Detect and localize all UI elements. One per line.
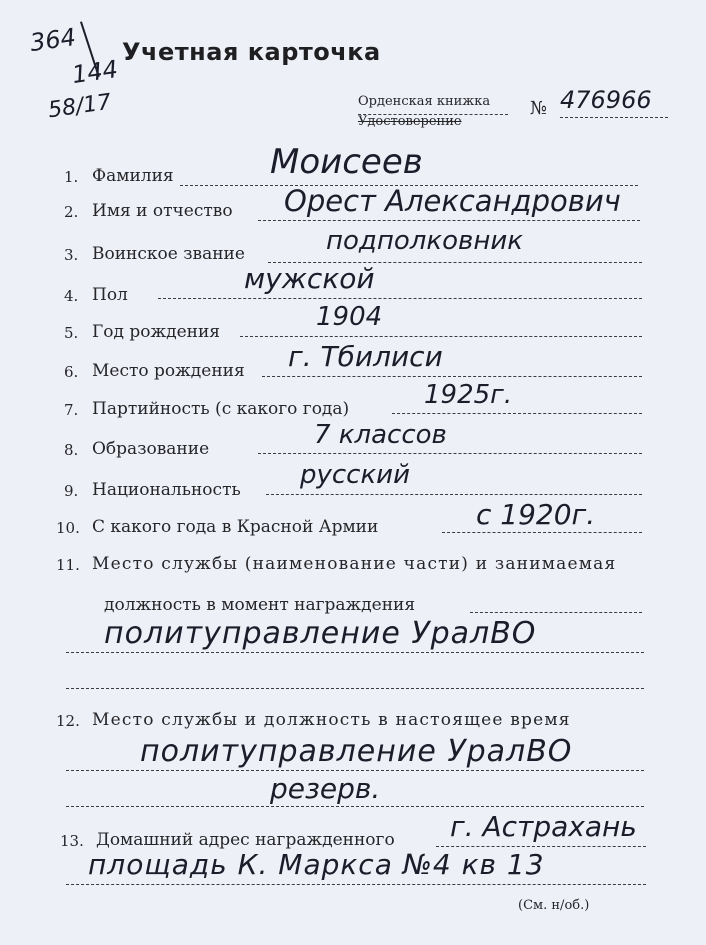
field-2-value: Орест Александрович (284, 184, 621, 218)
field-9-value: русский (300, 460, 410, 490)
field-7-number: 7. (64, 401, 79, 419)
field-6-label: Место рождения (92, 361, 245, 381)
field-6-line (262, 376, 642, 377)
field-13-label: Домашний адрес награжденного (96, 830, 395, 850)
field-5-value: 1904 (316, 302, 383, 332)
doc-number-value: 476966 (560, 86, 652, 114)
doc-number-line (560, 117, 668, 118)
field-8-label: Образование (92, 439, 210, 459)
field-1-number: 1. (64, 168, 79, 186)
field-4-label: Пол (92, 285, 128, 305)
field-3-value: подполковник (326, 226, 523, 256)
corner-note-1: 364 (28, 22, 78, 58)
field-11-line-c (66, 688, 644, 689)
field-11-label-line1: Место службы (наименование части) и занимаемая (92, 554, 617, 574)
field-13-line-a (436, 846, 646, 847)
field-5-label: Год рождения (92, 322, 221, 342)
field-13-line-b (66, 884, 646, 885)
field-12-label: Место службы и должность в настоящее время (92, 710, 571, 730)
field-6-value: г. Тбилиси (288, 340, 443, 373)
doc-type-certificate: Удостоверение (358, 114, 462, 129)
field-13-value-line1: г. Астрахань (450, 810, 637, 843)
field-12-number: 12. (56, 712, 80, 730)
corner-note-2: 144 (70, 54, 120, 90)
field-8-number: 8. (64, 441, 79, 459)
field-2-line (258, 220, 640, 221)
field-12-line-b (66, 806, 644, 807)
doc-type-order-book: Орденская книжка (358, 94, 491, 109)
field-1-label: Фамилия (92, 166, 174, 186)
corner-note-3: 58/17 (46, 89, 113, 124)
field-2-number: 2. (64, 203, 79, 221)
field-1-value: Моисеев (270, 142, 423, 182)
field-7-line (392, 413, 642, 414)
field-4-line (158, 298, 642, 299)
field-10-label: С какого года в Красной Армии (92, 517, 379, 537)
field-10-number: 10. (56, 519, 80, 537)
field-9-label: Национальность (92, 480, 241, 500)
field-12-value-line2: резерв. (270, 772, 381, 805)
field-7-label: Партийность (с какого года) (92, 399, 350, 419)
field-12-value-line1: политуправление УралВО (140, 734, 573, 769)
field-9-line (266, 494, 642, 495)
field-8-line (258, 453, 642, 454)
field-8-value: 7 классов (314, 420, 447, 450)
field-9-number: 9. (64, 482, 79, 500)
field-13-value-line2: площадь К. Маркса №4 кв 13 (88, 848, 545, 881)
field-4-number: 4. (64, 287, 79, 305)
field-10-line (442, 532, 642, 533)
field-11-value: политуправление УралВО (104, 616, 537, 651)
field-3-number: 3. (64, 246, 79, 264)
field-2-label: Имя и отчество (92, 201, 233, 221)
field-11-line-b (66, 652, 644, 653)
field-13-number: 13. (60, 832, 84, 850)
field-6-number: 6. (64, 363, 79, 381)
field-3-label: Воинское звание (92, 244, 245, 264)
field-11-number: 11. (56, 556, 80, 574)
footer-see-reverse: (См. н/об.) (518, 898, 590, 913)
card-title: Учетная карточка (122, 38, 381, 66)
doc-number-label: № (530, 98, 548, 119)
field-12-line-a (66, 770, 644, 771)
field-10-value: с 1920г. (476, 498, 596, 531)
field-5-number: 5. (64, 324, 79, 342)
field-7-value: 1925г. (424, 380, 513, 410)
field-5-line (240, 336, 642, 337)
field-4-value: мужской (244, 262, 375, 295)
field-11-line-a (470, 612, 642, 613)
field-11-label-line2: должность в момент награждения (104, 595, 416, 615)
